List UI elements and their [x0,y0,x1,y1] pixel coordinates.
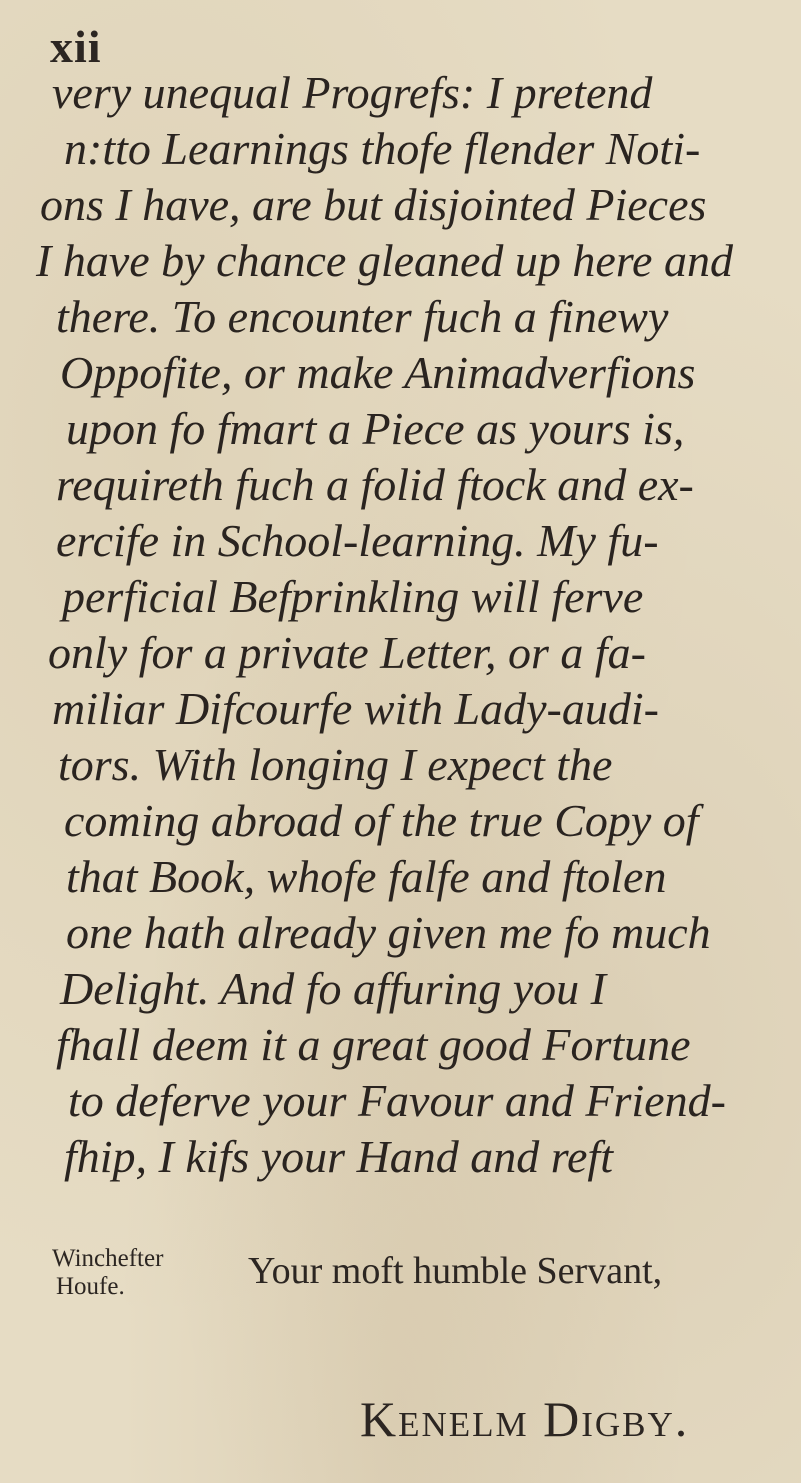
text-line: n:tto Learnings thofe flender Noti- [64,123,701,174]
text-line: Oppofite, or make Animadverfions [60,347,696,398]
place-line: Houfe. [56,1273,125,1300]
text-line: I have by chance gleaned up here and [36,235,733,286]
text-line: one hath already given me fo much [66,907,711,958]
text-line: fhip, I kifs your Hand and reft [64,1131,613,1182]
place-line: Winchefter [52,1245,164,1272]
text-line: tors. With longing I expect the [58,739,613,790]
text-line: to deferve your Favour and Friend- [68,1075,726,1126]
text-line: only for a private Letter, or a fa- [48,627,646,678]
text-line: miliar Difcourfe with Lady-audi- [52,683,659,734]
author-signature: Kenelm Digby. [360,1391,690,1447]
text-line: requireth fuch a folid ftock and ex- [56,459,694,510]
text-line: there. To encounter fuch a finewy [56,291,669,342]
text-line: that Book, whofe falfe and ftolen [66,851,667,902]
text-line: ons I have, are but disjointed Pieces [40,179,707,230]
text-line: coming abroad of the true Copy of [64,795,699,846]
text-line: very unequal Progrefs: I pretend [52,67,653,118]
closing-phrase: Your moft humble Servant, [248,1250,663,1292]
text-line: ercife in School-learning. My fu- [56,515,659,566]
page-number: xii [50,21,102,72]
text-line: upon fo fmart a Piece as yours is, [66,403,685,454]
letter-signoff [0,1245,801,1305]
text-line: perficial Befprinkling will ferve [62,571,644,622]
text-line: fhall deem it a great good Fortune [56,1019,691,1070]
place-of-writing [52,1245,163,1301]
text-line: Delight. And fo affuring you I [60,963,607,1014]
